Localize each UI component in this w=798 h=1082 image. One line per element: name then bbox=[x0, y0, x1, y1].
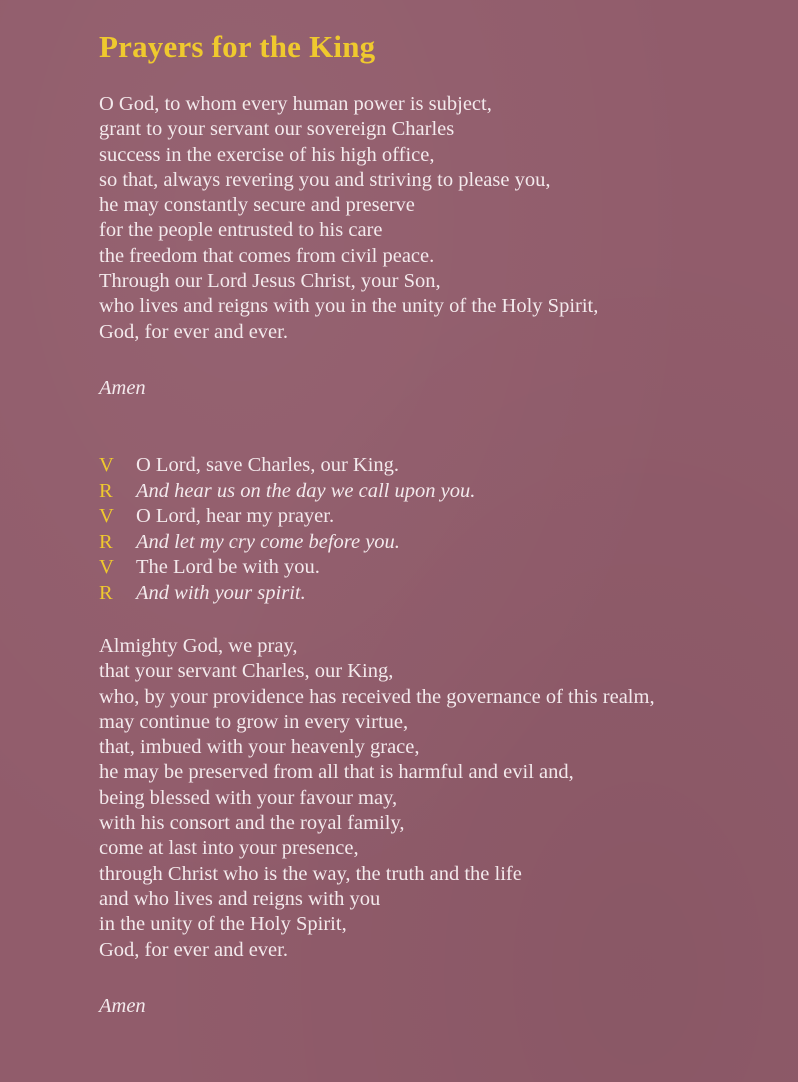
versicle-text: The Lord be with you. bbox=[136, 556, 320, 578]
prayer-2-line: that your servant Charles, our King, bbox=[99, 660, 394, 683]
prayer-2-line: God, for ever and ever. bbox=[99, 938, 288, 961]
response-marker: R bbox=[99, 530, 113, 553]
prayer-1-line: success in the exercise of his high office, bbox=[99, 143, 435, 166]
prayer-2-line: may continue to grow in every virtue, bbox=[99, 710, 409, 733]
response-text: And hear us on the day we call upon you. bbox=[136, 479, 476, 502]
prayer-1-line: for the people entrusted to his care bbox=[99, 219, 383, 242]
response-marker: R bbox=[99, 479, 113, 502]
prayer-2 bbox=[99, 634, 655, 963]
prayer-2-line: who, by your providence has received the governance of this realm, bbox=[99, 685, 655, 708]
prayer-2-line: through Christ who is the way, the truth and the life bbox=[99, 862, 522, 885]
prayer-1-line: who lives and reigns with you in the unity of the Holy Spirit, bbox=[99, 295, 599, 318]
response-marker: R bbox=[99, 581, 113, 604]
prayer-1-line: Through our Lord Jesus Christ, your Son, bbox=[99, 270, 441, 293]
versicles-responses bbox=[99, 453, 475, 606]
prayer-2-line: and who lives and reigns with you bbox=[99, 887, 381, 910]
prayer-1-line: O God, to whom every human power is subject, bbox=[99, 93, 492, 115]
versicle-text: O Lord, save Charles, our King. bbox=[136, 454, 400, 476]
versicle-marker: V bbox=[99, 454, 114, 476]
versicle-text: O Lord, hear my prayer. bbox=[136, 505, 335, 527]
prayer-1 bbox=[99, 92, 598, 345]
prayer-1-line: the freedom that comes from civil peace. bbox=[99, 244, 435, 267]
prayer-1-amen: Amen bbox=[99, 377, 146, 399]
prayer-1-line: so that, always revering you and striving to please you, bbox=[99, 168, 551, 191]
prayer-2-line: come at last into your presence, bbox=[99, 837, 359, 860]
prayer-2-line: in the unity of the Holy Spirit, bbox=[99, 913, 347, 936]
response-row bbox=[99, 581, 475, 607]
page-title: Prayers for the King bbox=[99, 29, 376, 64]
versicle-marker: V bbox=[99, 505, 114, 527]
prayer-2-amen: Amen bbox=[99, 995, 146, 1017]
versicle-row bbox=[99, 453, 475, 479]
response-text: And with your spirit. bbox=[136, 581, 306, 604]
prayer-1-line: grant to your servant our sovereign Charles bbox=[99, 118, 455, 141]
response-row bbox=[99, 479, 475, 505]
versicle-row bbox=[99, 504, 475, 530]
response-row bbox=[99, 530, 475, 556]
prayer-1-line: he may constantly secure and preserve bbox=[99, 194, 415, 217]
prayer-2-line: he may be preserved from all that is harmful and evil and, bbox=[99, 761, 574, 784]
versicle-row bbox=[99, 555, 475, 581]
prayer-1-line: God, for ever and ever. bbox=[99, 320, 288, 343]
prayer-2-line: Almighty God, we pray, bbox=[99, 635, 298, 657]
prayer-2-line: being blessed with your favour may, bbox=[99, 786, 398, 809]
versicle-marker: V bbox=[99, 556, 114, 578]
prayer-2-line: with his consort and the royal family, bbox=[99, 812, 405, 835]
prayer-2-line: that, imbued with your heavenly grace, bbox=[99, 736, 420, 759]
response-text: And let my cry come before you. bbox=[136, 530, 400, 553]
